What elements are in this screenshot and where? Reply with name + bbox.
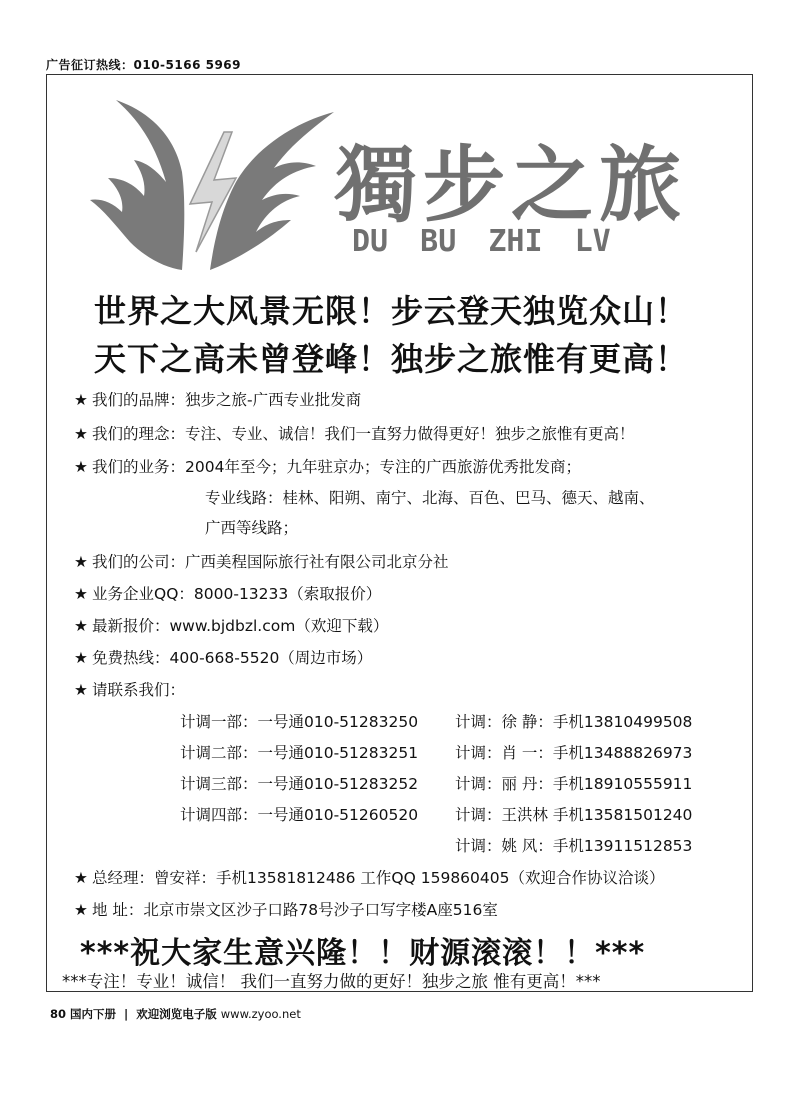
info-philosophy-text: 我们的理念：专注、专业、诚信！我们一直努力做得更好！独步之旅惟有更高！ — [92, 425, 635, 443]
footer-url[interactable]: www.zyoo.net — [220, 1007, 301, 1021]
star-icon: ★ — [74, 901, 88, 919]
contact-manager-5: 计调：姚 风：手机13911512853 — [455, 837, 693, 855]
contact-manager-1: 计调：徐 静：手机13810499508 — [455, 713, 693, 731]
page-number: 80 — [50, 1007, 67, 1021]
info-free-line — [74, 646, 372, 668]
slogan-line-1: 世界之大风景无限！步云登天独览众山！ — [94, 292, 689, 330]
info-contact-us-text: 请联系我们： — [92, 681, 186, 699]
blessing-banner: ***祝大家生意兴隆！！财源滚滚！！*** — [80, 936, 646, 971]
info-address — [74, 898, 498, 920]
slogan-line-2: 天下之高未曾登峰！独步之旅惟有更高！ — [94, 340, 689, 378]
info-quote-text[interactable]: 最新报价：www.bjdbzl.com（欢迎下载） — [92, 617, 389, 635]
star-icon: ★ — [74, 649, 88, 667]
contact-dept-3: 计调三部：一号通010-51283252 — [180, 775, 419, 793]
contact-dept-4: 计调四部：一号通010-51260520 — [180, 806, 419, 824]
page-footer — [50, 1006, 301, 1022]
ad-hotline: 广告征订热线：010-5166 5969 — [46, 58, 242, 72]
footer-text: 欢迎浏览电子版 — [136, 1007, 217, 1021]
info-routes-line-1: 专业线路：桂林、阳朔、南宁、北海、百色、巴马、德天、越南、 — [205, 489, 655, 507]
info-company — [74, 550, 449, 572]
contact-dept-2: 计调二部：一号通010-51283251 — [180, 744, 419, 762]
star-icon: ★ — [74, 425, 88, 443]
info-free-line-text: 免费热线：400-668-5520（周边市场） — [92, 649, 373, 667]
info-company-text: 我们的公司：广西美程国际旅行社有限公司北京分社 — [92, 553, 449, 571]
info-qq — [74, 582, 381, 604]
motto-line: ***专注！专业！诚信！ 我们一直努力做的更好！独步之旅 惟有更高！*** — [62, 972, 601, 991]
info-routes-line-2: 广西等线路； — [205, 519, 299, 537]
logo-chinese-title: 獨步之旅 — [335, 138, 688, 233]
footer-separator: | — [124, 1007, 129, 1021]
info-quote — [74, 614, 388, 636]
info-address-text: 地 址：北京市崇文区沙子口路78号沙子口写字楼A座516室 — [92, 901, 498, 919]
contact-dept-1: 计调一部：一号通010-51283250 — [180, 713, 419, 731]
info-business — [74, 455, 581, 477]
star-icon: ★ — [74, 617, 88, 635]
info-general-manager — [74, 866, 665, 888]
info-brand-text: 我们的品牌：独步之旅-广西专业批发商 — [92, 391, 362, 409]
info-business-text: 我们的业务：2004年至今；九年驻京办；专注的广西旅游优秀批发商； — [92, 458, 581, 476]
footer-title: 国内下册 — [70, 1007, 117, 1021]
star-icon: ★ — [74, 458, 88, 476]
logo-pinyin-title: DU BU ZHI LV — [352, 224, 611, 259]
info-contact-us — [74, 678, 185, 700]
info-brand — [74, 388, 361, 410]
star-icon: ★ — [74, 681, 88, 699]
contact-manager-2: 计调：肖 一：手机13488826973 — [455, 744, 693, 762]
star-icon: ★ — [74, 869, 88, 887]
star-icon: ★ — [74, 553, 88, 571]
info-qq-text: 业务企业QQ：8000-13233（索取报价） — [92, 585, 382, 603]
info-general-manager-text: 总经理：曾安祥：手机13581812486 工作QQ 159860405（欢迎合作协议洽谈） — [92, 869, 665, 887]
bat-wing-logo-icon — [86, 92, 346, 272]
star-icon: ★ — [74, 391, 88, 409]
contact-manager-4: 计调：王洪林 手机13581501240 — [455, 806, 693, 824]
info-philosophy — [74, 422, 635, 444]
star-icon: ★ — [74, 585, 88, 603]
contact-manager-3: 计调：丽 丹：手机18910555911 — [455, 775, 693, 793]
